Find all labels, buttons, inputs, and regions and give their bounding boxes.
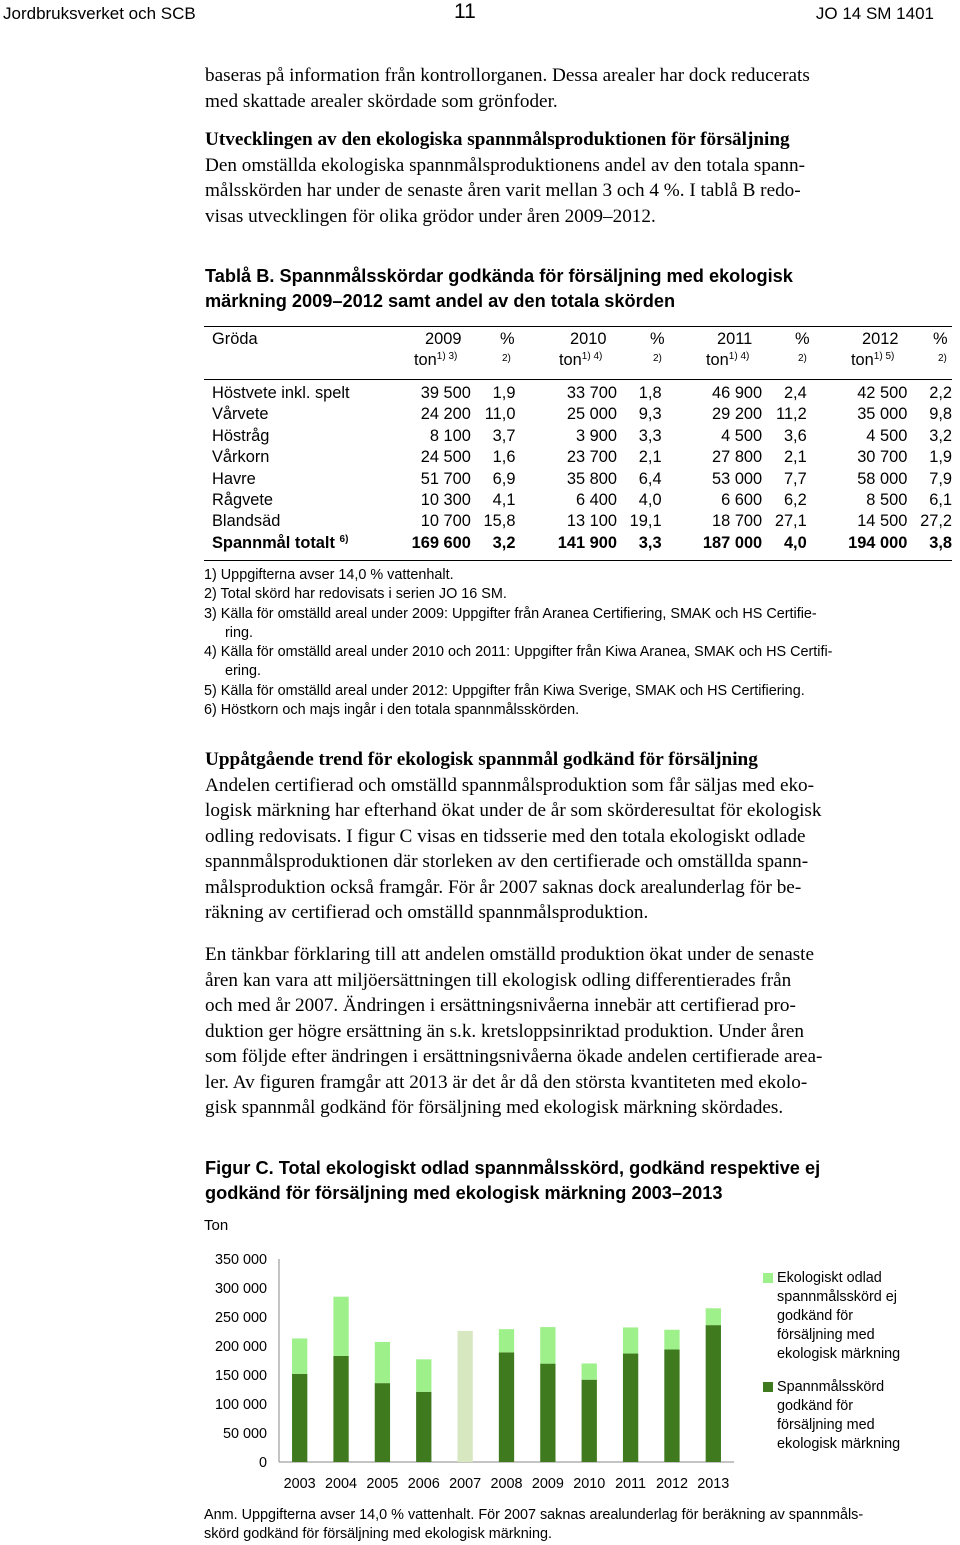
footnote: 6) Höstkorn och majs ingår i den totala spannmålsskörden. <box>204 702 580 719</box>
text-line: och med år 2007. Ändringen i ersättningsnivåerna innebär att certifierad pro- <box>205 995 796 1016</box>
legend-label: Ekologiskt odlad <box>777 1270 882 1286</box>
cell-tonnes: 46 900 <box>712 384 763 402</box>
cell-tonnes: 39 500 <box>420 384 471 402</box>
legend-label: ekologisk märkning <box>777 1436 901 1452</box>
cell-percent: 2,2 <box>929 384 952 402</box>
cell-tonnes: 18 700 <box>712 512 763 531</box>
cell-percent: 11,0 <box>484 405 516 424</box>
y-tick-label: 350 000 <box>214 1252 267 1268</box>
col-header-year: 2010 <box>570 330 607 348</box>
cell-percent: 3,6 <box>783 426 807 445</box>
cell-percent: 15,8 <box>483 512 516 531</box>
cell-tonnes: 8 500 <box>866 491 908 510</box>
cell-tonnes: 23 700 <box>566 448 618 467</box>
text-line: Andelen certifierad och omställd spannmålsproduktion som får säljas med eko- <box>205 774 815 796</box>
cell-tonnes: 51 700 <box>420 469 471 488</box>
bar-ej-godkand <box>333 1297 348 1356</box>
x-tick-label: 2003 <box>283 1476 316 1492</box>
cell-tonnes: 6 600 <box>721 491 763 510</box>
bar-godkand <box>664 1349 679 1462</box>
legend-label: ekologisk märkning <box>777 1346 901 1362</box>
section-trend <box>205 747 935 926</box>
table-row <box>204 511 952 532</box>
text-line: spannmålsproduktionen där storleken av den certifierade och omställda spann- <box>205 851 809 872</box>
cell-tonnes: 141 900 <box>557 533 618 552</box>
cell-percent: 4,0 <box>638 491 662 510</box>
cell-tonnes: 30 700 <box>857 448 908 467</box>
stacked-bar-chart <box>200 1212 960 1502</box>
text-line: gisk spannmål godkänd för försäljning med ekologisk märkning skördades. <box>205 1097 784 1118</box>
cell-percent: 2,1 <box>638 448 662 467</box>
cell-percent: 3,3 <box>638 426 662 445</box>
y-tick-label: 300 000 <box>214 1281 267 1297</box>
text-line: logisk märkning har efterhand ökat under de år som skörderesultat för ekologisk <box>205 800 822 821</box>
cell-percent: 1,8 <box>638 384 662 402</box>
x-tick-label: 2008 <box>490 1476 523 1492</box>
figure-note <box>204 1506 863 1544</box>
table-total-row <box>204 533 952 554</box>
col-header-pct: % <box>933 330 948 348</box>
col-header-unit: ton$^{1) 4)}$ <box>706 351 750 369</box>
text-line: duktion ger högre ersättning än s.k. kretsloppsinriktad produktion. Under åren <box>205 1020 804 1042</box>
text-line: Den omställda ekologiska spannmålsproduktionens andel av den totala spann- <box>205 154 806 176</box>
crop-name: Vårkorn <box>212 448 270 467</box>
cell-tonnes: 187 000 <box>702 533 763 552</box>
footnote: 1) Uppgifterna avser 14,0 % vattenhalt. <box>204 567 454 583</box>
cell-tonnes: 13 100 <box>566 512 618 531</box>
bar-godkand <box>706 1325 721 1462</box>
crop-name: Höstråg <box>212 426 270 445</box>
legend-label: godkänd för <box>777 1398 854 1414</box>
cell-tonnes: 4 500 <box>866 426 908 445</box>
crop-name: Rågvete <box>212 491 274 510</box>
cell-percent: 6,4 <box>638 469 662 488</box>
bar-ej-godkand <box>706 1308 721 1325</box>
note-line: skörd godkänd för försäljning med ekologisk märkning. <box>204 1526 552 1542</box>
cell-percent: 1,9 <box>492 384 516 402</box>
bar-ej-godkand <box>664 1330 679 1350</box>
cell-tonnes: 53 000 <box>712 469 763 488</box>
bar-total-unsplit <box>457 1331 472 1462</box>
cell-percent: 6,9 <box>492 469 516 488</box>
cell-percent: 3,2 <box>929 426 952 445</box>
text-line: visas utvecklingen för olika grödor under åren 2009–2012. <box>205 205 656 227</box>
col-header-unit: ton$^{1) 4)}$ <box>559 351 603 369</box>
legend-label: godkänd för <box>777 1308 854 1324</box>
bar-ej-godkand <box>499 1329 514 1352</box>
text-line: baseras på information från kontrollorganen. Dessa arealer har dock reducerats <box>205 65 810 86</box>
x-tick-label: 2006 <box>407 1476 440 1492</box>
bar-godkand <box>540 1364 555 1462</box>
bar-godkand <box>582 1380 597 1462</box>
cell-tonnes: 3 900 <box>575 426 618 445</box>
y-tick-label: 150 000 <box>214 1368 267 1384</box>
cell-percent: 6,2 <box>783 491 807 510</box>
cell-tonnes: 24 200 <box>420 405 471 424</box>
cell-percent: 27,1 <box>774 512 807 531</box>
title-line: Tablå B. Spannmålsskördar godkända för försäljning med ekologisk <box>205 266 793 286</box>
x-tick-label: 2004 <box>325 1476 358 1492</box>
cell-tonnes: 14 500 <box>857 512 908 531</box>
cell-tonnes: 42 500 <box>857 384 908 402</box>
table-row <box>204 383 952 404</box>
intro-paragraph <box>205 63 935 114</box>
cell-tonnes: 10 700 <box>420 512 471 531</box>
cell-percent: 7,7 <box>783 469 807 488</box>
cell-percent: 27,2 <box>920 512 952 531</box>
cell-tonnes: 27 800 <box>712 448 763 467</box>
bar-ej-godkand <box>375 1342 390 1383</box>
footnote: 3) Källa för omställd areal under 2009: Uppgifter från Aranea Certifiering, SMAK och HS Certifie- <box>204 605 817 622</box>
text-line: med skattade arealer skördade som grönfoder. <box>205 90 558 112</box>
cell-tonnes: 10 300 <box>420 491 471 510</box>
cell-percent: 1,9 <box>929 448 952 467</box>
footnote: 4) Källa för omställd areal under 2010 och 2011: Uppgifter från Kiwa Aranea, SMAK och HS Certifi- <box>204 644 833 661</box>
cell-percent: 1,6 <box>492 448 516 467</box>
text-line: målsskörden har under de senaste åren varit mellan 3 och 4 %. I tablå B redo- <box>205 180 801 201</box>
x-tick-label: 2011 <box>615 1476 647 1492</box>
cell-percent: 11,2 <box>776 405 807 424</box>
text-line: målsproduktion också framgår. För år 2007 saknas dock arealunderlag för be- <box>205 876 802 898</box>
x-tick-label: 2012 <box>655 1476 688 1492</box>
legend-label: försäljning med <box>777 1327 875 1343</box>
note-line: Anm. Uppgifterna avser 14,0 % vattenhalt. För 2007 saknas arealunderlag för beräkning av spannmåls- <box>204 1507 864 1523</box>
cell-tonnes: 169 600 <box>411 533 471 552</box>
bar-godkand <box>499 1352 514 1462</box>
cell-percent: 2,4 <box>783 384 807 402</box>
section-trend-paragraph-2 <box>205 942 935 1121</box>
bar-ej-godkand <box>416 1359 431 1391</box>
cell-tonnes: 35 800 <box>566 469 618 488</box>
cell-percent: 3,3 <box>638 533 662 552</box>
table-row <box>204 447 952 468</box>
text-line: ler. Av figuren framgår att 2013 är det år då den största kvantiteten med ekolo- <box>205 1071 808 1093</box>
cell-percent: 19,1 <box>629 512 662 531</box>
bar-godkand <box>292 1374 307 1462</box>
pct-note: 2) <box>502 353 511 364</box>
crop-name: Havre <box>212 469 256 488</box>
col-header-year: 2012 <box>862 330 899 348</box>
cell-tonnes: 29 200 <box>712 405 763 424</box>
x-tick-label: 2009 <box>531 1476 564 1492</box>
legend-swatch <box>763 1382 773 1392</box>
footnote: 5) Källa för omställd areal under 2012: Uppgifter från Kiwa Sverige, SMAK och HS Certifiering. <box>204 682 805 699</box>
footnote: ring. <box>225 624 253 641</box>
crop-name: Höstvete inkl. spelt <box>212 384 350 402</box>
cell-percent: 9,8 <box>929 405 952 424</box>
text-line: odling redovisats. I figur C visas en tidsserie med den totala ekologiskt odlade <box>205 825 806 847</box>
y-tick-label: 100 000 <box>214 1397 267 1413</box>
col-header-crop: Gröda <box>212 330 258 348</box>
title-line: märkning 2009–2012 samt andel av den totala skörden <box>205 291 676 311</box>
col-header-pct: % <box>500 330 515 348</box>
bar-godkand <box>375 1383 390 1462</box>
table-row <box>204 426 952 447</box>
cell-tonnes: 4 500 <box>721 426 763 445</box>
x-tick-label: 2013 <box>697 1476 730 1492</box>
col-header-unit: ton$^{1) 3)}$ <box>414 351 458 369</box>
cell-tonnes: 25 000 <box>566 405 618 424</box>
table-header-rule <box>204 379 952 380</box>
x-tick-label: 2010 <box>573 1476 606 1492</box>
bar-ej-godkand <box>623 1327 638 1353</box>
cell-tonnes: 35 000 <box>857 405 908 424</box>
section-heading: Uppåtgående trend för ekologisk spannmål godkänd för försäljning <box>205 749 758 770</box>
col-header-year: 2009 <box>425 330 462 348</box>
crop-name: Blandsäd <box>212 512 281 531</box>
cell-percent: 4,0 <box>783 533 807 552</box>
text-line: En tänkbar förklaring till att andelen omställd produktion ökat under de senaste <box>205 944 815 965</box>
footnote: 2) Total skörd har redovisats i serien JO 16 SM. <box>204 586 507 603</box>
crop-name: Vårvete <box>212 405 269 424</box>
crop-name: Spannmål totalt $^{6)}$ <box>212 533 349 552</box>
y-axis-label: Ton <box>204 1217 229 1234</box>
text-line: räkning av certifierad och omställd spannmålsproduktion. <box>205 902 649 923</box>
cell-tonnes: 24 500 <box>420 448 471 467</box>
col-header-year: 2011 <box>717 330 753 348</box>
footnote: ering. <box>225 663 261 680</box>
cell-tonnes: 8 100 <box>429 426 471 445</box>
cell-percent: 3,2 <box>492 533 516 552</box>
legend-label: försäljning med <box>777 1417 875 1433</box>
table-title <box>205 264 793 314</box>
section-utveckling <box>205 127 935 229</box>
x-tick-label: 2007 <box>449 1476 482 1492</box>
legend-swatch <box>763 1273 773 1283</box>
bar-godkand <box>623 1354 638 1462</box>
title-line: godkänd för försäljning med ekologisk märkning 2003–2013 <box>205 1183 723 1203</box>
cell-percent: 9,3 <box>638 405 662 424</box>
cell-percent: 2,1 <box>783 448 807 467</box>
pct-note: 2) <box>798 353 807 364</box>
bar-ej-godkand <box>582 1363 597 1379</box>
col-header-pct: % <box>795 330 810 348</box>
table-row <box>204 490 952 511</box>
legend-label: spannmålsskörd ej <box>777 1289 897 1305</box>
section-heading: Utvecklingen av den ekologiska spannmålsproduktionen för försäljning <box>205 129 790 150</box>
page-number: 11 <box>454 0 476 23</box>
x-tick-label: 2005 <box>366 1476 399 1492</box>
pct-note: 2) <box>938 353 947 364</box>
cell-tonnes: 6 400 <box>575 491 618 510</box>
y-tick-label: 0 <box>258 1455 267 1471</box>
bar-godkand <box>333 1356 348 1462</box>
bar-godkand <box>416 1392 431 1462</box>
y-tick-label: 250 000 <box>214 1310 267 1326</box>
cell-percent: 3,8 <box>929 533 952 552</box>
cell-percent: 6,1 <box>929 491 952 510</box>
pct-note: 2) <box>653 353 662 364</box>
y-tick-label: 50 000 <box>222 1426 267 1442</box>
y-tick-label: 200 000 <box>214 1339 267 1355</box>
table-top-rule <box>204 326 952 327</box>
table-header <box>204 330 952 372</box>
cell-percent: 3,7 <box>492 426 516 445</box>
bar-ej-godkand <box>540 1327 555 1364</box>
figure-title <box>205 1156 820 1206</box>
cell-tonnes: 194 000 <box>848 533 908 552</box>
header-publisher: Jordbruksverket och SCB <box>3 4 196 23</box>
text-line: åren kan vara att miljöersättningen till ekologisk odling differentierades från <box>205 969 792 991</box>
col-header-pct: % <box>650 330 665 348</box>
bar-ej-godkand <box>292 1338 307 1373</box>
page-header <box>0 0 960 32</box>
cell-tonnes: 33 700 <box>566 384 618 402</box>
title-line: Figur C. Total ekologiskt odlad spannmålsskörd, godkänd respektive ej <box>205 1158 821 1178</box>
text-line: som följde efter ändringen i ersättningsnivåerna ökade andelen certifierade area- <box>205 1046 823 1067</box>
cell-percent: 4,1 <box>492 491 516 510</box>
table-bottom-rule <box>204 560 952 561</box>
table-footnotes <box>204 566 944 720</box>
header-series: JO 14 SM 1401 <box>815 4 934 23</box>
cell-tonnes: 58 000 <box>857 469 908 488</box>
legend-label: Spannmålsskörd <box>777 1379 885 1395</box>
cell-percent: 7,9 <box>929 469 952 488</box>
table-row <box>204 404 952 425</box>
table-body <box>204 383 952 554</box>
col-header-unit: ton$^{1) 5)}$ <box>851 351 895 369</box>
table-row <box>204 469 952 490</box>
